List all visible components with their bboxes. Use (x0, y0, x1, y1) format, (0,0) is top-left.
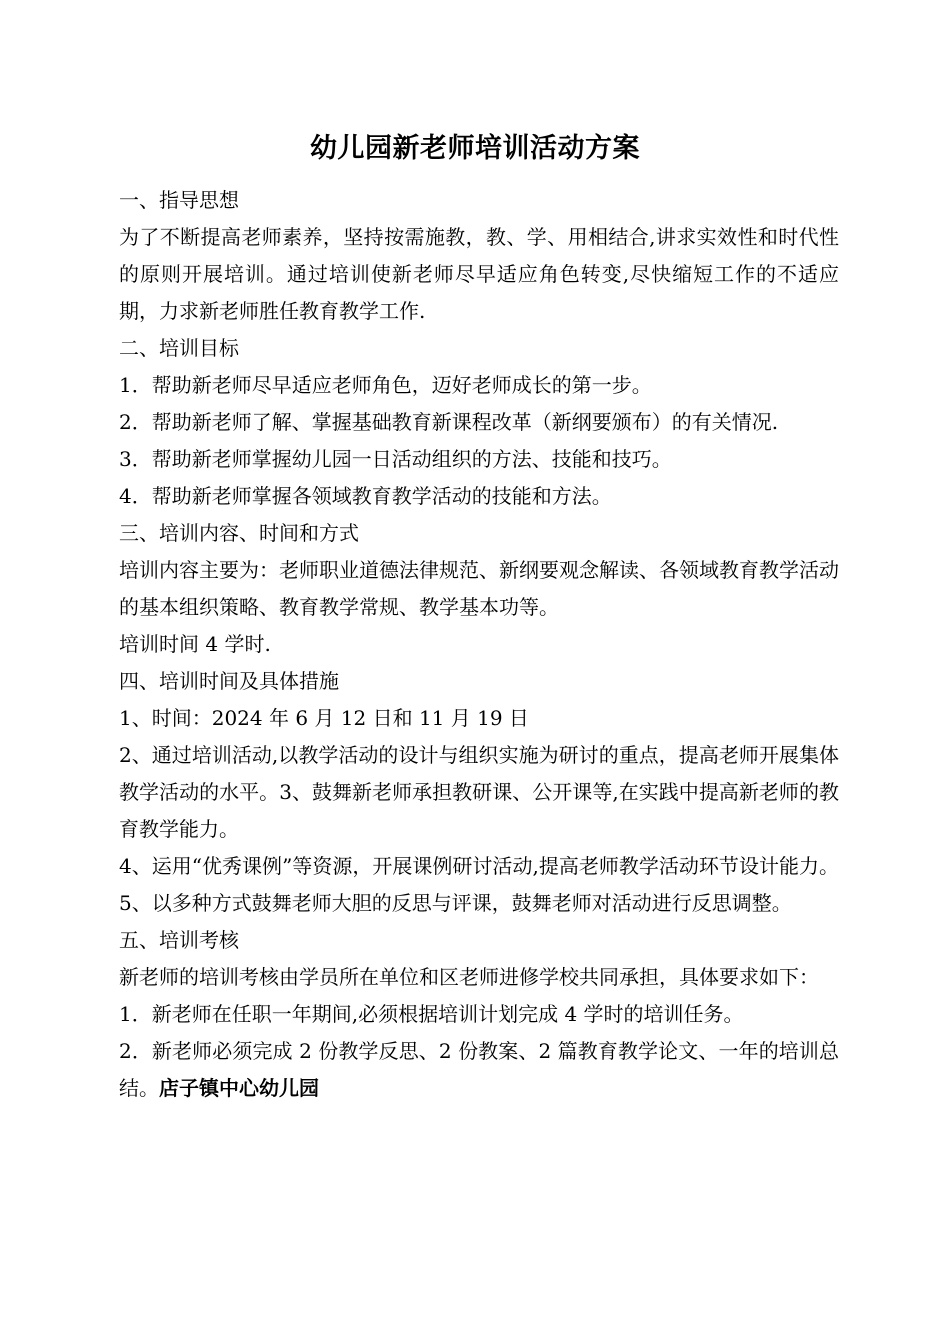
assessment-item-2 (119, 1033, 839, 1107)
goal-item-4: 4．帮助新老师掌握各领域教育教学活动的技能和方法。 (119, 484, 612, 508)
goal-item-2: 2．帮助新老师了解、掌握基础教育新课程改革（新纲要颁布）的有关情况. (119, 410, 779, 434)
signature-kindergarten: 店子镇中心幼儿园 (159, 1076, 319, 1100)
assessment-item-1: 1．新老师在任职一年期间,必须根据培训计划完成 4 学时的培训任务。 (119, 1002, 744, 1026)
paragraph-training-hours: 培训时间 4 学时. (119, 632, 271, 656)
goal-item-1: 1．帮助新老师尽早适应老师角色，迈好老师成长的第一步。 (119, 373, 652, 397)
document-title: 幼儿园新老师培训活动方案 (310, 133, 640, 164)
section-heading-assessment: 五、培训考核 (119, 928, 239, 952)
measure-item-1: 1、时间：2024 年 6 月 12 日和 11 月 19 日 (119, 706, 529, 730)
measure-item-4-5: 4、运用“优秀课例”等资源，开展课例研讨活动,提高老师教学活动环节设计能力。5、以多种方式鼓舞老师大胆的反思与评课，鼓舞老师对活动进行反思调整。 (119, 854, 839, 915)
paragraph-guiding-ideology: 为了不断提高老师素养，坚持按需施教，教、学、用相结合,讲求实效性和时代性的原则开展培训。通过培训使新老师尽早适应角色转变,尽快缩短工作的不适应期，力求新老师胜任教育教学工作. (119, 225, 839, 323)
section-heading-content-time-method: 三、培训内容、时间和方式 (119, 521, 359, 545)
measure-item-2-3: 2、通过培训活动,以教学活动的设计与组织实施为研讨的重点，提高老师开展集体教学活动的水平。3、鼓舞新老师承担教研课、公开课等,在实践中提高新老师的教育教学能力。 (119, 743, 839, 841)
paragraph-training-content: 培训内容主要为：老师职业道德法律规范、新纲要观念解读、各领域教育教学活动的基本组织策略、教育教学常规、教学基本功等。 (119, 558, 839, 619)
assessment-item-2-text: 2．新老师必须完成 2 份教学反思、2 份教案、2 篇教育教学论文、一年的培训总结。 (119, 1039, 839, 1100)
goal-item-3: 3．帮助新老师掌握幼儿园一日活动组织的方法、技能和技巧。 (119, 447, 672, 471)
document-body (119, 182, 839, 1107)
section-heading-schedule-measures: 四、培训时间及具体措施 (119, 669, 339, 693)
section-heading-training-goals: 二、培训目标 (119, 336, 239, 360)
section-heading-guiding-ideology: 一、指导思想 (119, 188, 239, 212)
paragraph-assessment-intro: 新老师的培训考核由学员所在单位和区老师进修学校共同承担，具体要求如下： (119, 965, 819, 989)
